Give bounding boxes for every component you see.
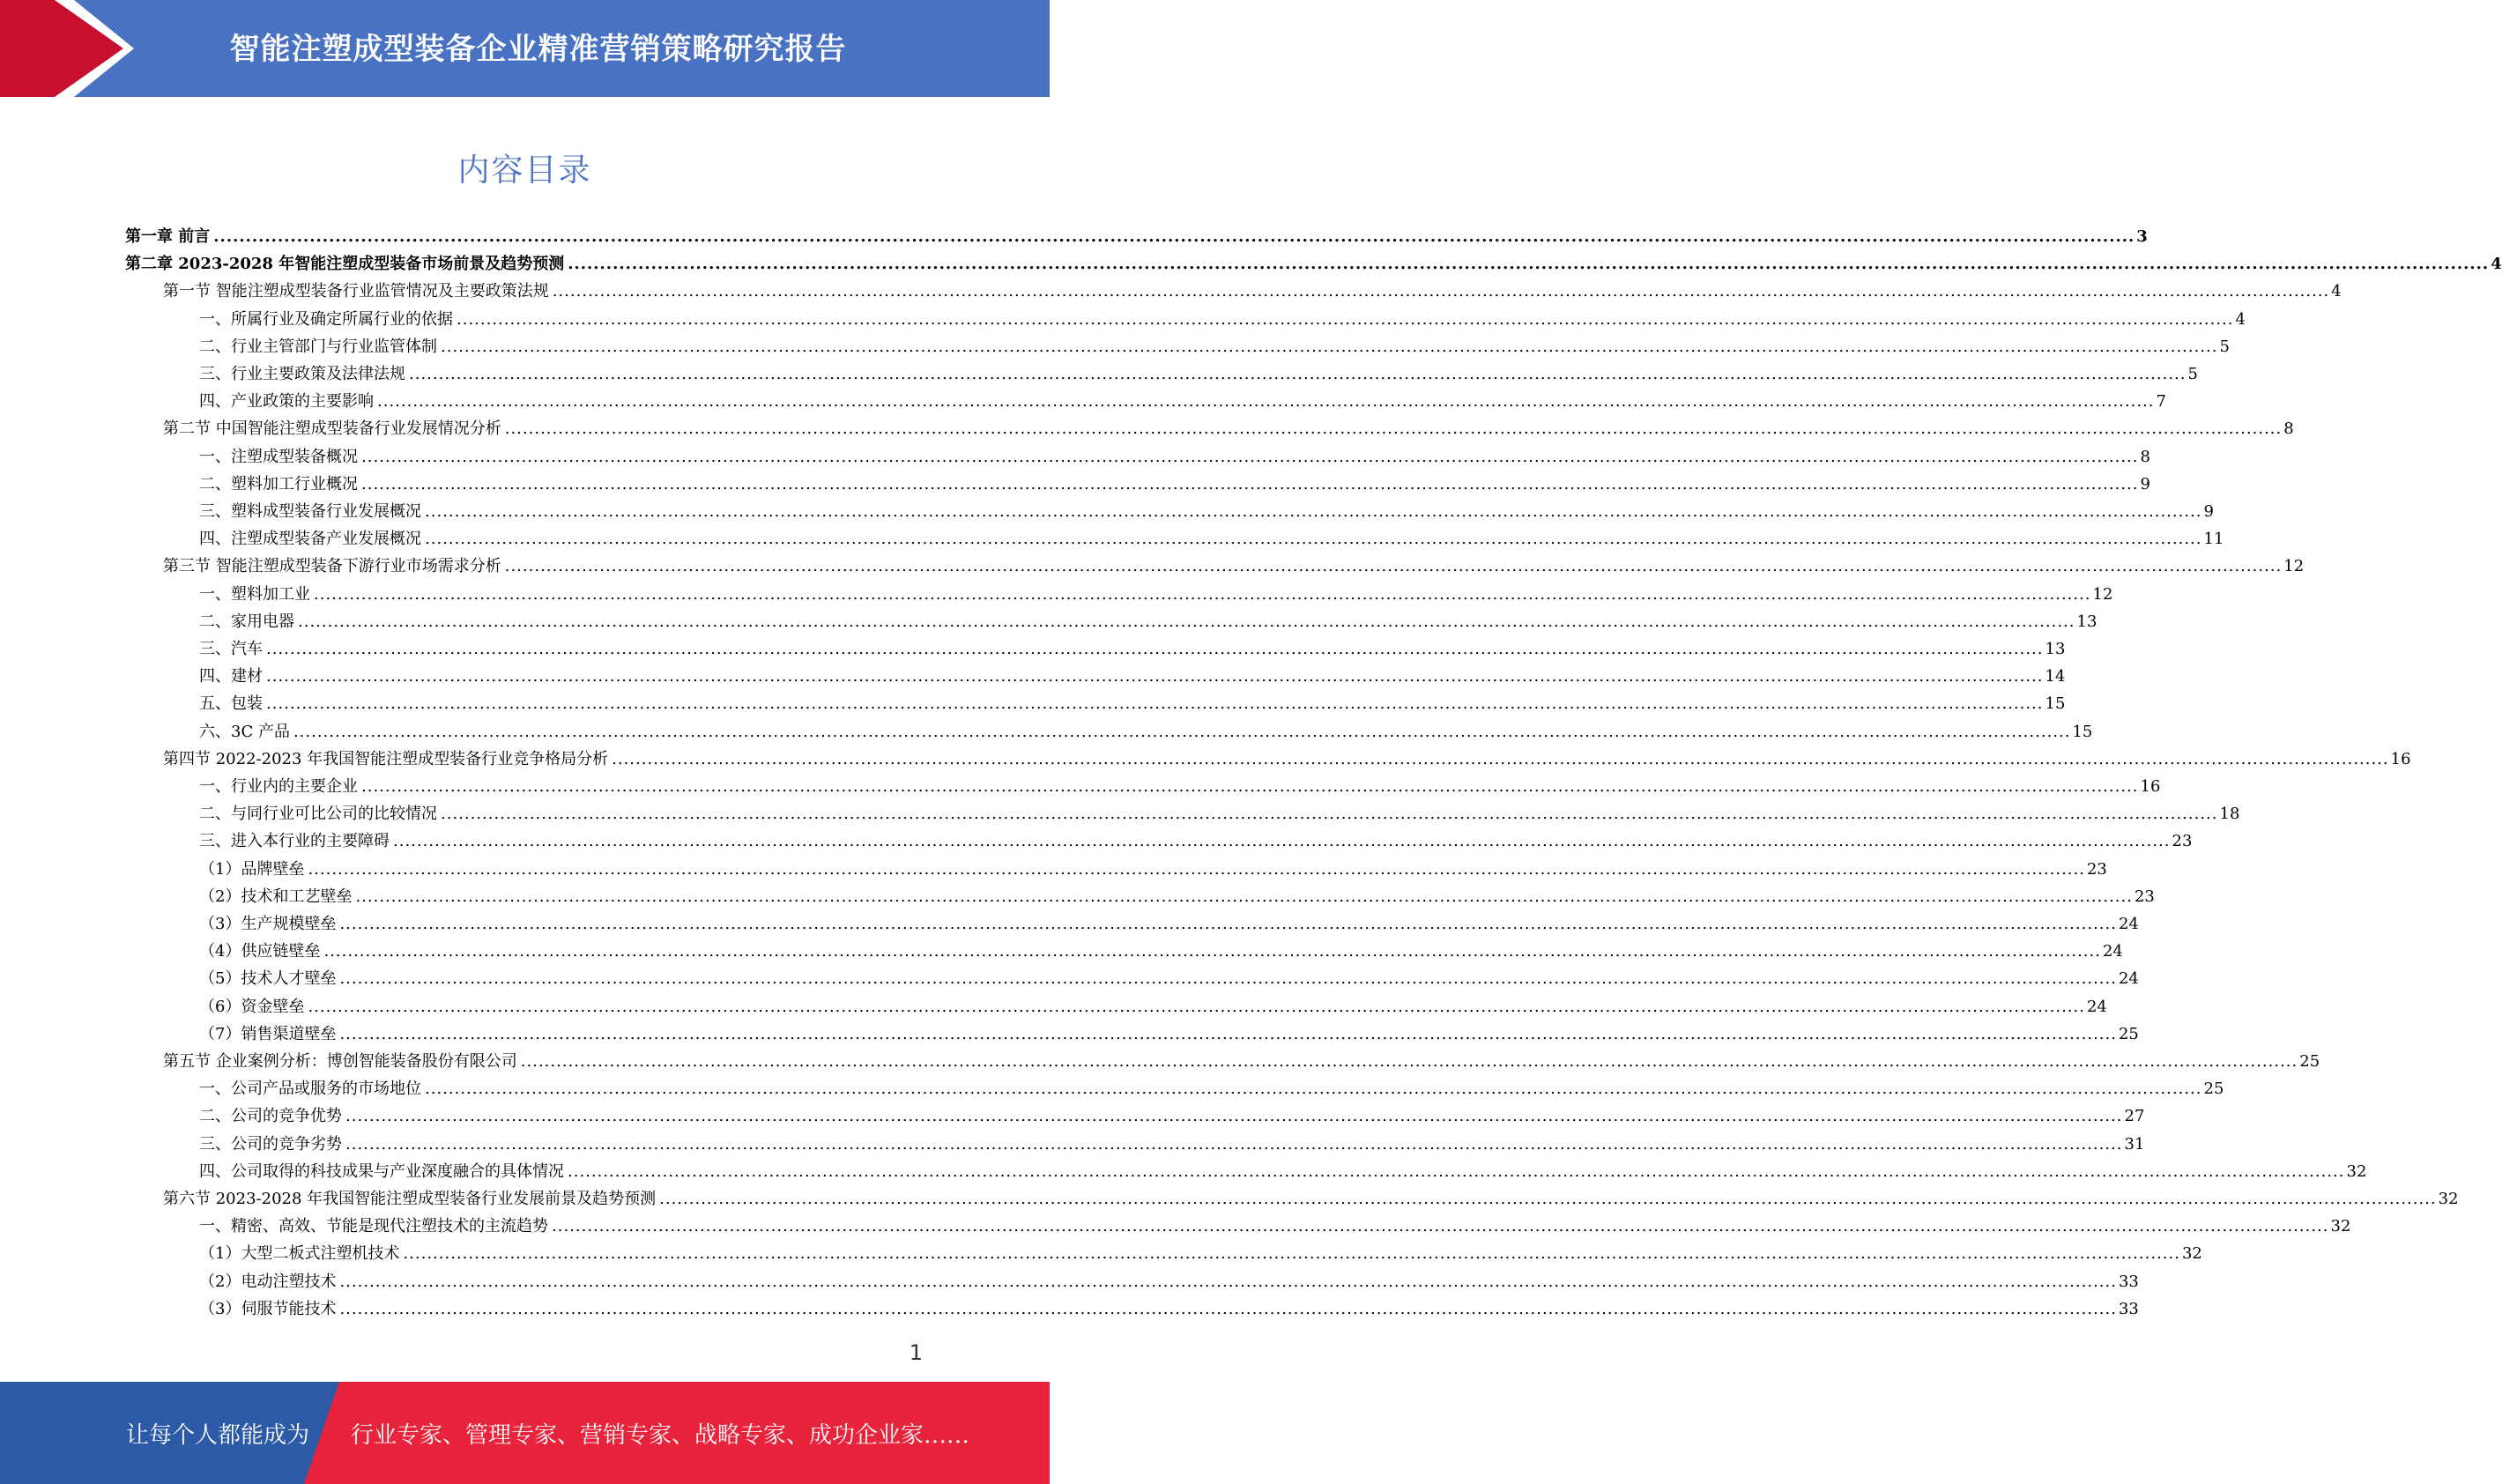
- toc-entry-page: 24: [2086, 997, 2107, 1016]
- toc-entry[interactable]: [199, 993, 2107, 1020]
- toc-leader-dots: ............................................................................................................................................................................................................................................................................................................: [504, 419, 2283, 439]
- toc-leader-dots: ............................................................................................................................................................................................................................................................................................................: [298, 612, 2075, 631]
- toc-entry[interactable]: [125, 223, 2148, 250]
- toc-entry[interactable]: [199, 608, 2097, 635]
- toc-entry-label: 第四节 2022-2023 年我国智能注塑成型装备行业竞争格局分析: [163, 749, 609, 768]
- toc-entry-label: 二、行业主管部门与行业监管体制: [199, 337, 437, 356]
- toc-leader-dots: ............................................................................................................................................................................................................................................................................................................: [308, 997, 2085, 1016]
- toc-entry-page: 15: [2045, 694, 2066, 714]
- toc-entry-page: 14: [2045, 667, 2066, 686]
- toc-entry[interactable]: [199, 1158, 2367, 1185]
- toc-entry-label: （7）销售渠道壁垒: [199, 1024, 337, 1043]
- toc-entry-label: 第五节 企业案例分析：博创智能装备股份有限公司: [163, 1052, 517, 1071]
- toc-entry-page: 8: [2283, 419, 2294, 439]
- toc-entry-label: 六、3C 产品: [199, 722, 290, 741]
- toc-leader-dots: ............................................................................................................................................................................................................................................................................................................: [441, 337, 2218, 356]
- toc-entry-label: 第一章 前言: [125, 227, 211, 246]
- toc-leader-dots: ............................................................................................................................................................................................................................................................................................................: [457, 309, 2234, 329]
- toc-entry-page: 9: [2140, 474, 2150, 493]
- toc-entry-page: 13: [2076, 612, 2097, 631]
- toc-entry-label: 三、进入本行业的主要障碍: [199, 832, 390, 851]
- toc-leader-dots: ............................................................................................................................................................................................................................................................................................................: [552, 282, 2330, 301]
- toc-entry-page: 31: [2124, 1134, 2145, 1154]
- toc-entry-label: 第一节 智能注塑成型装备行业监管情况及主要政策法规: [163, 282, 549, 301]
- toc-entry-label: 二、塑料加工行业概况: [199, 474, 358, 493]
- toc-entry[interactable]: [199, 1213, 2351, 1240]
- report-header: [0, 0, 1050, 97]
- toc-leader-dots: ............................................................................................................................................................................................................................................................................................................: [339, 1272, 2117, 1291]
- toc-leader-dots: ............................................................................................................................................................................................................................................................................................................: [504, 557, 2283, 576]
- toc-entry[interactable]: [199, 635, 2066, 663]
- toc-entry[interactable]: [125, 250, 2502, 278]
- toc-entry-page: 12: [2283, 557, 2305, 576]
- toc-entry[interactable]: [199, 360, 2198, 388]
- toc-entry-label: （4）供应链壁垒: [199, 942, 321, 961]
- toc-leader-dots: ............................................................................................................................................................................................................................................................................................................: [266, 694, 2044, 714]
- toc-leader-dots: ............................................................................................................................................................................................................................................................................................................: [339, 915, 2117, 933]
- toc-entry-page: 23: [2086, 859, 2107, 879]
- toc-entry[interactable]: [163, 1185, 2459, 1213]
- toc-entry-page: 5: [2187, 365, 2198, 383]
- toc-entry-page: 25: [2299, 1052, 2320, 1071]
- toc-leader-dots: ............................................................................................................................................................................................................................................................................................................: [441, 805, 2218, 824]
- toc-entry-label: 一、行业内的主要企业: [199, 777, 358, 796]
- toc-entry-label: 第三节 智能注塑成型装备下游行业市场需求分析: [163, 557, 501, 576]
- toc-entry-label: （6）资金壁垒: [199, 997, 305, 1016]
- toc-entry-label: 一、所属行业及确定所属行业的依据: [199, 309, 453, 329]
- toc-entry-page: 18: [2219, 805, 2240, 824]
- toc-leader-dots: ............................................................................................................................................................................................................................................................................................................: [314, 584, 2091, 604]
- toc-entry[interactable]: [199, 883, 2155, 910]
- toc-leader-dots: ............................................................................................................................................................................................................................................................................................................: [520, 1052, 2298, 1071]
- toc-leader-dots: ............................................................................................................................................................................................................................................................................................................: [393, 832, 2171, 851]
- toc-leader-dots: ............................................................................................................................................................................................................................................................................................................: [612, 749, 2389, 768]
- toc-entry-page: 8: [2140, 447, 2150, 466]
- toc-entry-page: 32: [2346, 1161, 2367, 1181]
- toc-entry-label: 第二节 中国智能注塑成型装备行业发展情况分析: [163, 419, 501, 439]
- toc-entry-label: 三、汽车: [199, 640, 263, 658]
- toc-entry-page: 32: [2438, 1190, 2459, 1208]
- toc-entry[interactable]: [163, 415, 2294, 442]
- toc-entry-label: 四、注塑成型装备产业发展概况: [199, 530, 421, 549]
- toc-leader-dots: ............................................................................................................................................................................................................................................................................................................: [361, 447, 2139, 466]
- toc-entry-label: 二、公司的竞争优势: [199, 1107, 342, 1126]
- toc-entry-page: 9: [2203, 502, 2214, 521]
- toc-leader-dots: ............................................................................................................................................................................................................................................................................................................: [425, 502, 2202, 521]
- toc-entry-page: 13: [2045, 640, 2066, 658]
- toc-entry-label: （2）电动注塑技术: [199, 1272, 337, 1291]
- toc-entry-page: 33: [2118, 1272, 2139, 1291]
- toc-entry[interactable]: [199, 1295, 2139, 1323]
- toc-entry[interactable]: [199, 800, 2240, 827]
- toc-leader-dots: ............................................................................................................................................................................................................................................................................................................: [361, 474, 2139, 493]
- toc-leader-dots: ............................................................................................................................................................................................................................................................................................................: [339, 1024, 2117, 1043]
- toc-leader-dots: ............................................................................................................................................................................................................................................................................................................: [568, 255, 2490, 274]
- toc-entry-label: 五、包装: [199, 694, 263, 714]
- toc-entry-page: 32: [2181, 1244, 2202, 1264]
- toc-entry-label: 第二章 2023-2028 年智能注塑成型装备市场前景及趋势预测: [125, 255, 565, 274]
- toc-leader-dots: ............................................................................................................................................................................................................................................................................................................: [308, 859, 2085, 879]
- toc-leader-dots: ............................................................................................................................................................................................................................................................................................................: [568, 1161, 2345, 1181]
- toc-entry-page: 4: [2491, 255, 2502, 274]
- toc-entry-page: 4: [2331, 282, 2342, 301]
- toc-entry[interactable]: [163, 1048, 2320, 1075]
- toc-leader-dots: ............................................................................................................................................................................................................................................................................................................: [339, 969, 2117, 989]
- page-number: 1: [909, 1340, 923, 1365]
- toc-entry-page: 23: [2134, 887, 2155, 906]
- toc-entry[interactable]: [163, 553, 2305, 580]
- toc-entry-page: 32: [2330, 1217, 2351, 1236]
- toc-entry-label: 一、精密、高效、节能是现代注塑技术的主流趋势: [199, 1217, 548, 1236]
- toc-entry-label: （3）伺服节能技术: [199, 1299, 337, 1318]
- toc-entry[interactable]: [199, 1240, 2202, 1267]
- toc-entry-page: 33: [2118, 1299, 2139, 1318]
- toc-leader-dots: ............................................................................................................................................................................................................................................................................................................: [552, 1217, 2329, 1236]
- toc-entry-label: 三、公司的竞争劣势: [199, 1134, 342, 1154]
- toc-entry-page: 24: [2102, 942, 2123, 961]
- toc-entry-page: 11: [2203, 530, 2224, 549]
- toc-entry[interactable]: [199, 663, 2066, 690]
- toc-entry-page: 16: [2390, 749, 2411, 768]
- toc-entry-page: 5: [2219, 337, 2230, 356]
- toc-leader-dots: ............................................................................................................................................................................................................................................................................................................: [293, 722, 2071, 741]
- toc-entry-page: 4: [2235, 309, 2246, 329]
- toc-entry[interactable]: [199, 1268, 2139, 1295]
- toc-leader-dots: ............................................................................................................................................................................................................................................................................................................: [266, 667, 2044, 686]
- toc-entry[interactable]: [163, 746, 2411, 773]
- toc-entry-label: 四、建材: [199, 667, 263, 686]
- toc-leader-dots: ............................................................................................................................................................................................................................................................................................................: [345, 1134, 2123, 1154]
- toc-leader-dots: ............................................................................................................................................................................................................................................................................................................: [213, 227, 2135, 246]
- toc-entry-label: 三、塑料成型装备行业发展概况: [199, 502, 421, 521]
- toc-entry-page: 23: [2172, 832, 2193, 851]
- toc-entry[interactable]: [199, 1020, 2139, 1048]
- toc-leader-dots: ............................................................................................................................................................................................................................................................................................................: [361, 777, 2139, 796]
- toc-entry-label: （3）生产规模壁垒: [199, 915, 337, 933]
- toc-entry[interactable]: [199, 306, 2246, 333]
- toc-leader-dots: ............................................................................................................................................................................................................................................................................................................: [403, 1244, 2180, 1264]
- footer-slogan-left: 让每个人都能成为: [126, 1422, 310, 1449]
- toc-entry[interactable]: [199, 388, 2166, 415]
- toc-entry-label: 三、行业主要政策及法律法规: [199, 365, 405, 383]
- toc-entry[interactable]: [199, 471, 2150, 498]
- toc-entry-label: 一、塑料加工业: [199, 584, 310, 604]
- toc-entry-label: 二、与同行业可比公司的比较情况: [199, 805, 437, 824]
- toc-entry-label: 一、公司产品或服务的市场地位: [199, 1080, 421, 1099]
- toc-entry-page: 27: [2124, 1107, 2145, 1126]
- report-title: 智能注塑成型装备企业精准营销策略研究报告: [229, 32, 847, 67]
- toc-entry[interactable]: [199, 827, 2193, 855]
- footer-banner: [0, 1382, 1050, 1484]
- toc-entry[interactable]: [199, 498, 2214, 525]
- toc-entry[interactable]: [199, 938, 2123, 965]
- toc-leader-dots: ............................................................................................................................................................................................................................................................................................................: [345, 1107, 2123, 1126]
- toc-entry-page: 24: [2118, 969, 2139, 989]
- toc-leader-dots: ............................................................................................................................................................................................................................................................................................................: [323, 942, 2101, 961]
- toc-entry-page: 16: [2140, 777, 2161, 796]
- toc-entry-page: 7: [2156, 392, 2166, 412]
- toc-leader-dots: ............................................................................................................................................................................................................................................................................................................: [266, 640, 2044, 658]
- header-chevron-icon: [0, 0, 141, 97]
- toc-entry-page: 3: [2136, 227, 2148, 246]
- toc-entry-label: （5）技术人才壁垒: [199, 969, 337, 989]
- toc-entry-page: 25: [2203, 1080, 2224, 1099]
- toc-entry-page: 25: [2118, 1024, 2139, 1043]
- toc-entry[interactable]: [199, 1102, 2145, 1130]
- toc-entry-label: 四、公司取得的科技成果与产业深度融合的具体情况: [199, 1161, 564, 1181]
- toc-leader-dots: ............................................................................................................................................................................................................................................................................................................: [425, 530, 2202, 549]
- toc-entry-label: （1）品牌壁垒: [199, 859, 305, 879]
- toc-leader-dots: ............................................................................................................................................................................................................................................................................................................: [355, 887, 2133, 906]
- footer-slogan-right: 行业专家、管理专家、营销专家、战略专家、成功企业家……: [351, 1422, 970, 1449]
- toc-entry[interactable]: [199, 910, 2139, 938]
- toc-leader-dots: ............................................................................................................................................................................................................................................................................................................: [377, 392, 2155, 412]
- toc-entry-page: 12: [2092, 584, 2113, 604]
- toc-entry[interactable]: [199, 1131, 2145, 1158]
- toc-entry-label: （1）大型二板式注塑机技术: [199, 1244, 400, 1264]
- toc-entry[interactable]: [199, 333, 2230, 360]
- toc-entry-page: 15: [2072, 722, 2093, 741]
- toc-entry[interactable]: [199, 525, 2224, 553]
- toc-entry[interactable]: [199, 443, 2150, 471]
- toc-leader-dots: ............................................................................................................................................................................................................................................................................................................: [409, 365, 2186, 383]
- toc-entry[interactable]: [199, 581, 2113, 608]
- toc-entry[interactable]: [199, 965, 2139, 992]
- toc-leader-dots: ............................................................................................................................................................................................................................................................................................................: [339, 1299, 2117, 1318]
- toc-entry[interactable]: [199, 773, 2161, 800]
- toc-entry[interactable]: [199, 718, 2093, 746]
- toc-leader-dots: ............................................................................................................................................................................................................................................................................................................: [425, 1080, 2202, 1099]
- toc-heading: 内容目录: [457, 152, 592, 189]
- toc-entry-label: 第六节 2023-2028 年我国智能注塑成型装备行业发展前景及趋势预测: [163, 1190, 657, 1208]
- toc-entry-label: 一、注塑成型装备概况: [199, 447, 358, 466]
- toc-entry-label: 二、家用电器: [199, 612, 294, 631]
- toc-entry[interactable]: [163, 278, 2342, 305]
- toc-entry-page: 24: [2118, 915, 2139, 933]
- toc-entry[interactable]: [199, 856, 2107, 883]
- toc-entry-label: 四、产业政策的主要影响: [199, 392, 374, 412]
- toc-entry[interactable]: [199, 1075, 2224, 1102]
- toc-leader-dots: ............................................................................................................................................................................................................................................................................................................: [659, 1190, 2437, 1208]
- toc-entry[interactable]: [199, 690, 2066, 717]
- toc-entry-label: （2）技术和工艺壁垒: [199, 887, 353, 906]
